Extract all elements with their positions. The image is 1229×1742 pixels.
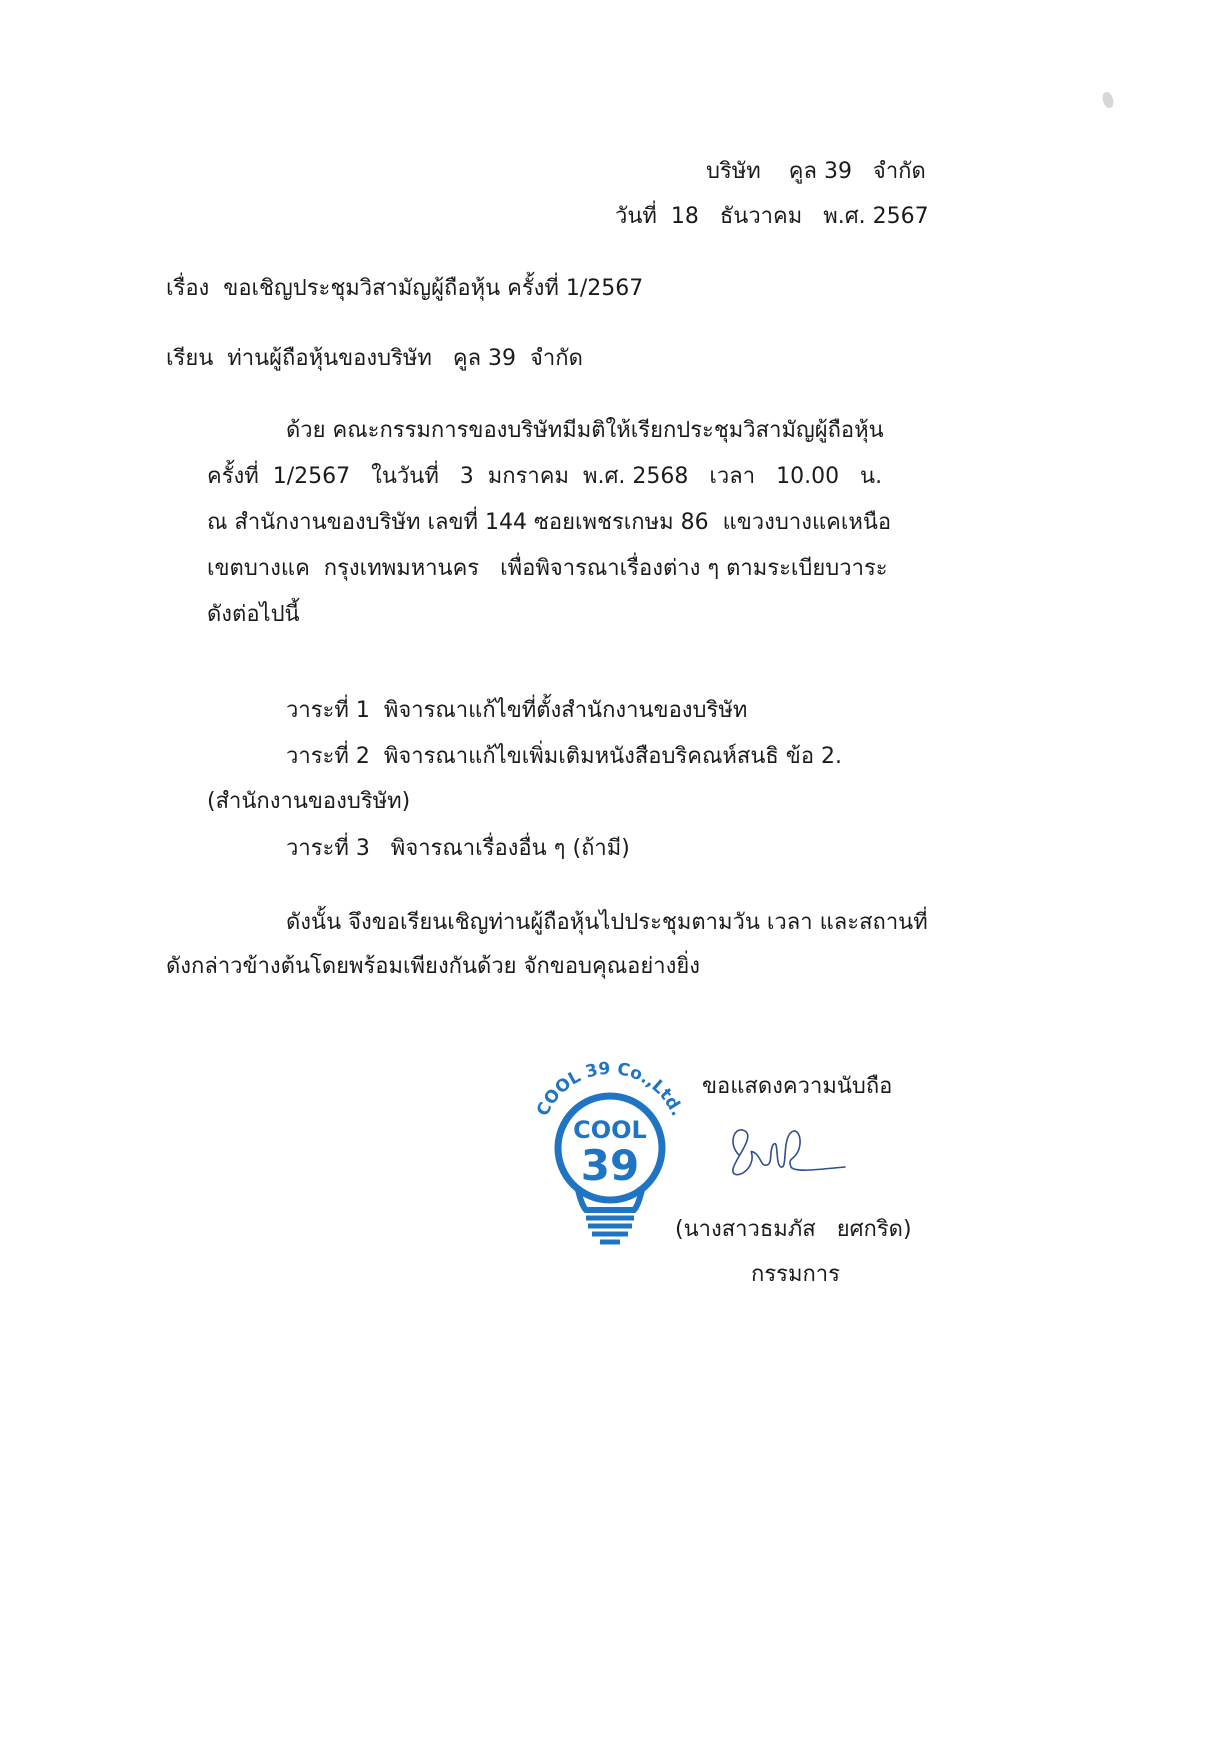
stamp-number: 39 [580,1141,640,1190]
regards-text: ขอแสดงความนับถือ [702,1074,893,1099]
agenda-item-3: วาระที่ 3 พิจารณาเรื่องอื่น ๆ (ถ้ามี) [286,836,630,861]
signer-position: กรรมการ [751,1262,840,1287]
closing-line-1: ดังนั้น จึงขอเรียนเชิญท่านผู้ถือหุ้นไปประชุมตามวัน เวลา และสถานที่ [286,910,928,935]
company-stamp [520,1040,700,1250]
body-line-2: ครั้งที่ 1/2567 ในวันที่ 3 มกราคม พ.ศ. 2568 เวลา 10.00 น. [207,464,883,489]
body-line-1: ด้วย คณะกรรมการของบริษัทมีมติให้เรียกประชุมวิสามัญผู้ถือหุ้น [286,418,884,443]
company-name: บริษัท คูล 39 จำกัด [706,159,926,184]
subject-line: เรื่อง ขอเชิญประชุมวิสามัญผู้ถือหุ้น ครั้งที่ 1/2567 [166,276,644,301]
body-line-3: ณ สำนักงานของบริษัท เลขที่ 144 ซอยเพชรเกษม 86 แขวงบางแคเหนือ [207,510,892,535]
agenda-item-2-continued: (สำนักงานของบริษัท) [207,789,411,814]
handwritten-signature [725,1115,855,1185]
stamp-arc-text: COOL 39 Co.,Ltd. [533,1058,688,1120]
letter-date: วันที่ 18 ธันวาคม พ.ศ. 2567 [615,204,929,229]
body-line-4: เขตบางแค กรุงเทพมหานคร เพื่อพิจารณาเรื่องต่าง ๆ ตามระเบียบวาระ [207,556,888,581]
agenda-item-1: วาระที่ 1 พิจารณาแก้ไขที่ตั้งสำนักงานของบริษัท [286,698,748,723]
paper-speck [1101,91,1116,109]
stamp-word: COOL [573,1116,647,1144]
closing-line-2: ดังกล่าวข้างต้นโดยพร้อมเพียงกันด้วย จักขอบคุณอย่างยิ่ง [166,954,700,979]
body-line-5: ดังต่อไปนี้ [207,602,300,627]
salutation-line: เรียน ท่านผู้ถือหุ้นของบริษัท คูล 39 จำกัด [166,346,583,371]
agenda-item-2: วาระที่ 2 พิจารณาแก้ไขเพิ่มเติมหนังสือบริคณห์สนธิ ข้อ 2. [286,744,843,769]
signer-name: (นางสาวธมภัส ยศกริด) [675,1217,912,1242]
